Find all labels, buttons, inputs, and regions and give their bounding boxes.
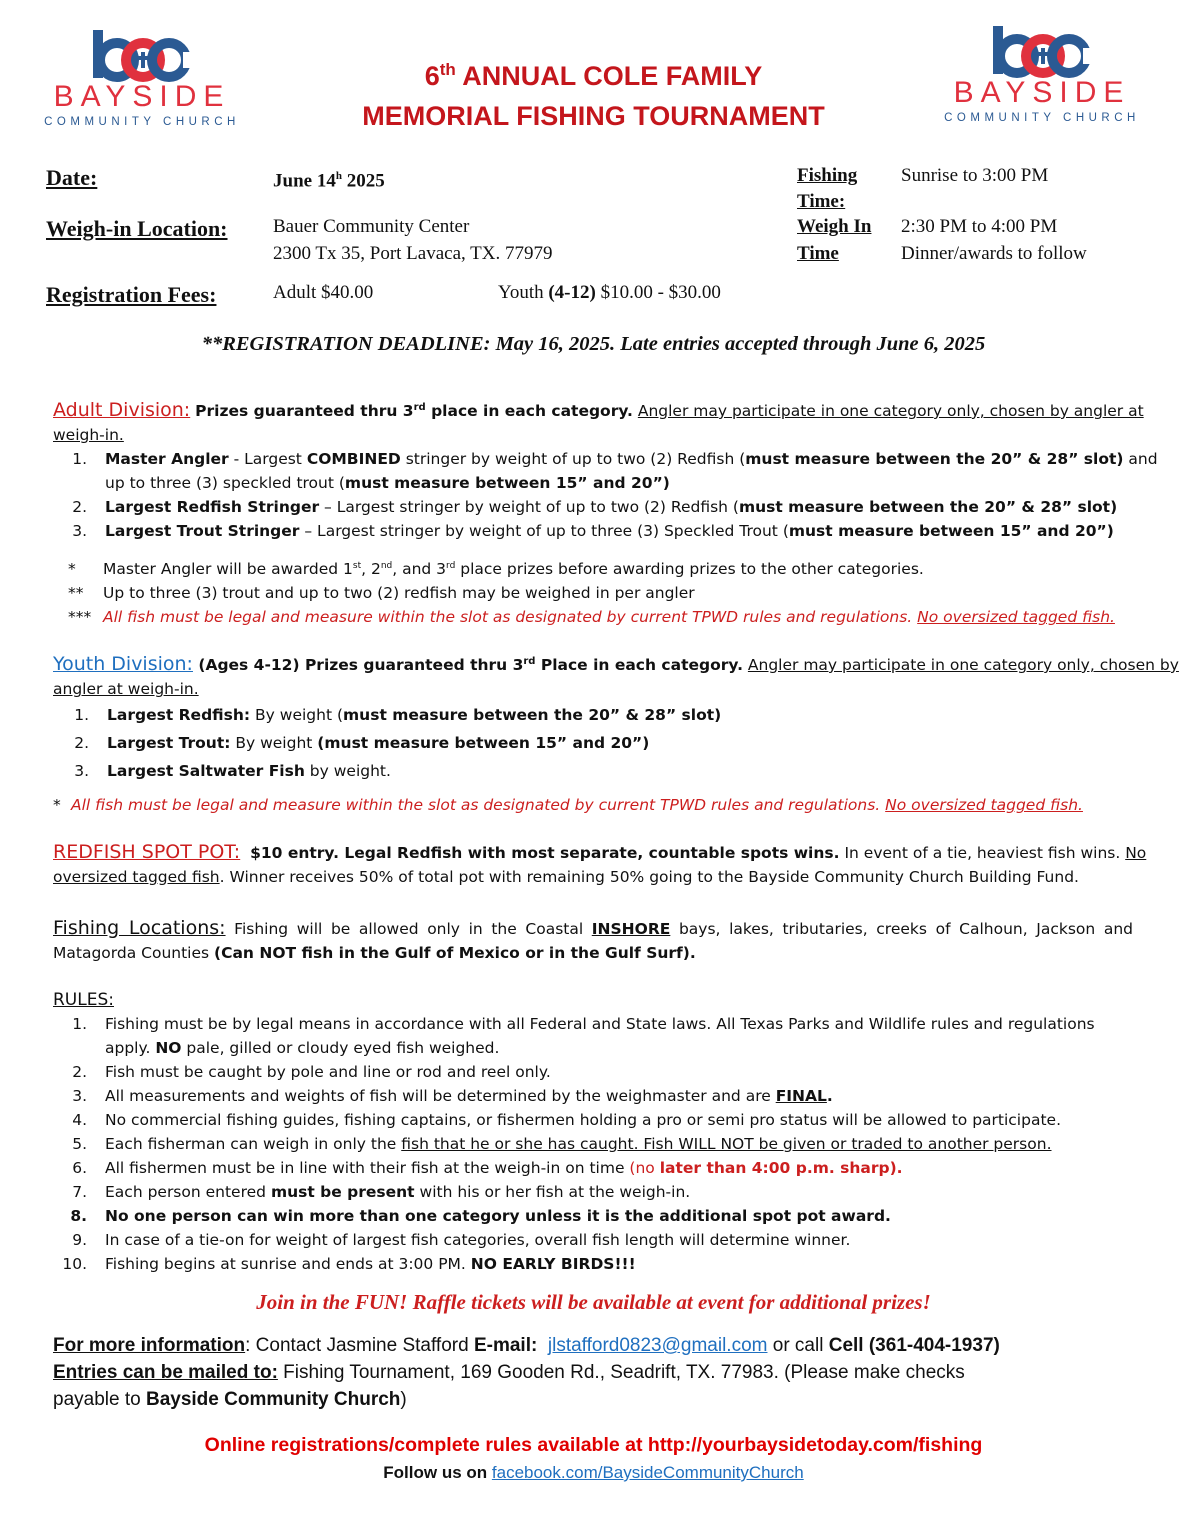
rule-2: 2. Fish must be caught by pole and line or rod and reel only. xyxy=(72,1063,551,1081)
facebook-link[interactable]: facebook.com/BaysideCommunityChurch xyxy=(491,1463,804,1482)
youth-item-2: 2. Largest Trout: By weight (must measure between 15” and 20”) xyxy=(74,734,650,753)
rule-8: 8. No one person can win more than one category unless it is the additional spot pot award. xyxy=(70,1207,891,1225)
weighin-location-line2: 2300 Tx 35, Port Lavaca, TX. 77979 xyxy=(273,243,553,264)
date-value: June 14$^h$ 2025 xyxy=(273,170,385,192)
weighin-location-label: Weigh-in Location: xyxy=(46,216,228,241)
fishing-locations: Fishing Locations: Fishing will be allowed only in the Coastal INSHORE bays, lakes, tributaries, creeks of Calhoun, Jackson and Matagorda Counties (Can NOT fish in the Gulf of Mexico or in the Gulf Surf). xyxy=(53,917,1133,962)
rule-9: 9. In case of a tie-on for weight of largest fish categories, overall fish length will determine winner. xyxy=(72,1231,851,1249)
registration-deadline: **REGISTRATION DEADLINE: May 16, 2025. Late entries accepted through June 6, 2025 xyxy=(201,333,986,355)
adult-item-2: 2. Largest Redfish Stringer – Largest stringer by weight of up to two (2) Redfish (must measure between the 20” & 28” slot) xyxy=(72,498,1118,517)
adult-note-2: ** Up to three (3) trout and up to two (2) redfish may be weighed in per angler xyxy=(68,584,695,603)
redfish-spot-pot: REDFISH SPOT POT: $10 entry. Legal Redfish with most separate, countable spots wins. In event of a tie, heaviest fish wins. No oversized tagged fish. Winner receives 50% of total pot with remaining 50% going to the Bayside Community Church Building Fund. xyxy=(53,841,1147,886)
fishing-time-value: Sunrise to 3:00 PM xyxy=(901,165,1049,186)
rule-3: 3. All measurements and weights of fish will be determined by the weighmaster and are FINAL. xyxy=(72,1087,833,1105)
logo-subtitle: COMMUNITY CHURCH xyxy=(44,116,240,128)
youth-division-heading: Youth Division: xyxy=(53,653,193,676)
adult-division-heading: Adult Division: xyxy=(53,399,191,422)
youth-item-3: 3. Largest Saltwater Fish by weight. xyxy=(74,762,391,781)
logo-name: BAYSIDE xyxy=(953,76,1131,109)
date-label: Date: xyxy=(46,165,98,190)
weighin-location-line1: Bauer Community Center xyxy=(273,216,470,237)
fees-youth: Youth (4-12) $10.00 - $30.00 xyxy=(498,282,721,303)
rule-5: 5. Each fisherman can weigh in only the fish that he or she has caught. Fish WILL NOT be given or traded to another person. xyxy=(72,1135,1052,1153)
rule-1: 1. Fishing must be by legal means in accordance with all Federal and State laws. All Texas Parks and Wildlife rules and regulations xyxy=(72,1015,1095,1033)
title-line-1: 6th ANNUAL COLE FAMILY xyxy=(424,60,763,91)
fees-adult: Adult $40.00 xyxy=(273,282,374,303)
rule-10: 10. Fishing begins at sunrise and ends at 3:00 PM. NO EARLY BIRDS!!! xyxy=(62,1255,636,1273)
weighin-time-label-2: Time xyxy=(797,243,839,264)
rules: RULES: 1. Fishing must be by legal means in accordance with all Federal and State laws. All Texas Parks and Wildlife rules and regulations apply. NO pale, gilled or cloudy eyed fish weighed. 2. Fish must be caught by pole and line or rod and reel only. 3. All measurements and weights of fish will be determined by the weighmaster and are FINAL. 4. No commercial fishing guides, fishing captains, or fishermen holding a pro or semi pro status will be allowed to participate. 5. Each fisherman can weigh in only the fish that he or she has caught. Fish WILL NOT be given or traded to another person. 6. All fishermen must be in line with their fish at the weigh-in on time (no later than 4:00 p.m. sharp). 7. Each person entered must be present with his or her fish at the weigh-in. 8. No one person can win more than one category unless it is the additional spot pot award. 9. In case of a tie-on for weight of largest fish categories, overall fish length will determine winner. 10. Fishing begins at sunrise and ends at 3:00 PM. NO EARLY BIRDS!!! xyxy=(53,988,1133,1276)
rule-6: 6. All fishermen must be in line with their fish at the weigh-in on time (no later than 4:00 p.m. sharp). xyxy=(72,1159,903,1177)
youth-note: * All fish must be legal and measure within the slot as designated by current TPWD rules and regulations. No oversized tagged fish. xyxy=(53,796,1083,815)
logo-name: BAYSIDE xyxy=(53,80,231,113)
adult-note-3: *** All fish must be legal and measure within the slot as designated by current TPWD rules and regulations. No oversized tagged fish. xyxy=(68,608,1115,627)
fees-label: Registration Fees: xyxy=(46,282,217,307)
logo-subtitle: COMMUNITY CHURCH xyxy=(944,112,1140,124)
title-line-2: MEMORIAL FISHING TOURNAMENT xyxy=(362,101,825,131)
adult-item-3: 3. Largest Trout Stringer – Largest stringer by weight of up to three (3) Speckled Trout (must measure between 15” and 20”) xyxy=(72,522,1114,541)
youth-item-1: 1. Largest Redfish: By weight (must measure between the 20” & 28” slot) xyxy=(74,706,722,725)
youth-division: Youth Division: (Ages 4-12) Prizes guaranteed thru 3rd Place in each category. Angler may participate in one category only, chosen by angler at weigh-in. 1. Largest Redfish: By weight (must measure between the 20” & 28” slot) 2. Largest Trout: By weight (must measure between 15” and 20”) 3. Largest Saltwater Fish by weight. * All fish must be legal and measure within the slot as designated by current TPWD rules and regulations. No oversized tagged fish. xyxy=(53,650,1133,817)
fishing-time-label: Fishing Time: xyxy=(797,165,858,212)
spot-pot-heading: REDFISH SPOT POT: xyxy=(53,841,241,863)
contact-info: For more information: Contact Jasmine Stafford E-mail: jlstafford0823@gmail.com or call Cell (361-404-1937) Entries can be mailed to: Fishing Tournament, 169 Gooden Rd., Seadrift, TX. 77983. (Please make checks payable to Bayside Community Church) xyxy=(53,1335,1000,1410)
online-registration: Online registrations/complete rules available at http://yourbaysidetoday.com/fishing xyxy=(204,1434,983,1456)
adult-division: Adult Division: Prizes guaranteed thru 3rd place in each category. Angler may participate in one category only, chosen by angler at weigh-in. 1. Master Angler - Largest COMBINED stringer by weight of up to two (2) Redfish (must measure between the 20” & 28” slot) and up to three (3) speckled trout (must measure between 15” and 20”) 2. Largest Redfish Stringer – Largest stringer by weight of up to two (2) Redfish (must measure between the 20” & 28” slot) 3. Largest Trout Stringer – Largest stringer by weight of up to three (3) Speckled Trout (must measure between 15” and 20”) * Master Angler will be awarded 1st, 2nd, and 3rd place prizes before awarding prizes to the other categories. ** Up to three (3) trout and up to two (2) redfish may be weighed in per angler *** All fish must be legal and measure within the slot as designated by current TPWD rules and regulations. No oversized tagged fish. xyxy=(53,396,1133,629)
weighin-time-label-1: Weigh In xyxy=(797,216,872,237)
raffle-banner: Join in the FUN! Raffle tickets will be available at event for additional prizes! xyxy=(256,1290,931,1314)
adult-note-1: * Master Angler will be awarded 1st, 2nd, and 3rd place prizes before awarding prizes to the other categories. xyxy=(68,560,924,579)
fishing-locations-heading: Fishing Locations: xyxy=(53,917,226,939)
rules-heading: RULES: xyxy=(53,990,114,1010)
awards-value: Dinner/awards to follow xyxy=(901,243,1087,264)
rule-4: 4. No commercial fishing guides, fishing captains, or fishermen holding a pro or semi pro status will be allowed to participate. xyxy=(72,1111,1061,1129)
adult-item-1: 1. Master Angler - Largest COMBINED stringer by weight of up to two (2) Redfish (must measure between the 20” & 28” slot) and xyxy=(72,450,1158,469)
weighin-time-value: 2:30 PM to 4:00 PM xyxy=(901,216,1058,237)
follow-us: Follow us on facebook.com/BaysideCommunityChurch xyxy=(383,1463,804,1482)
rule-7: 7. Each person entered must be present with his or her fish at the weigh-in. xyxy=(72,1183,691,1201)
email-link[interactable]: jlstafford0823@gmail.com xyxy=(547,1335,768,1356)
